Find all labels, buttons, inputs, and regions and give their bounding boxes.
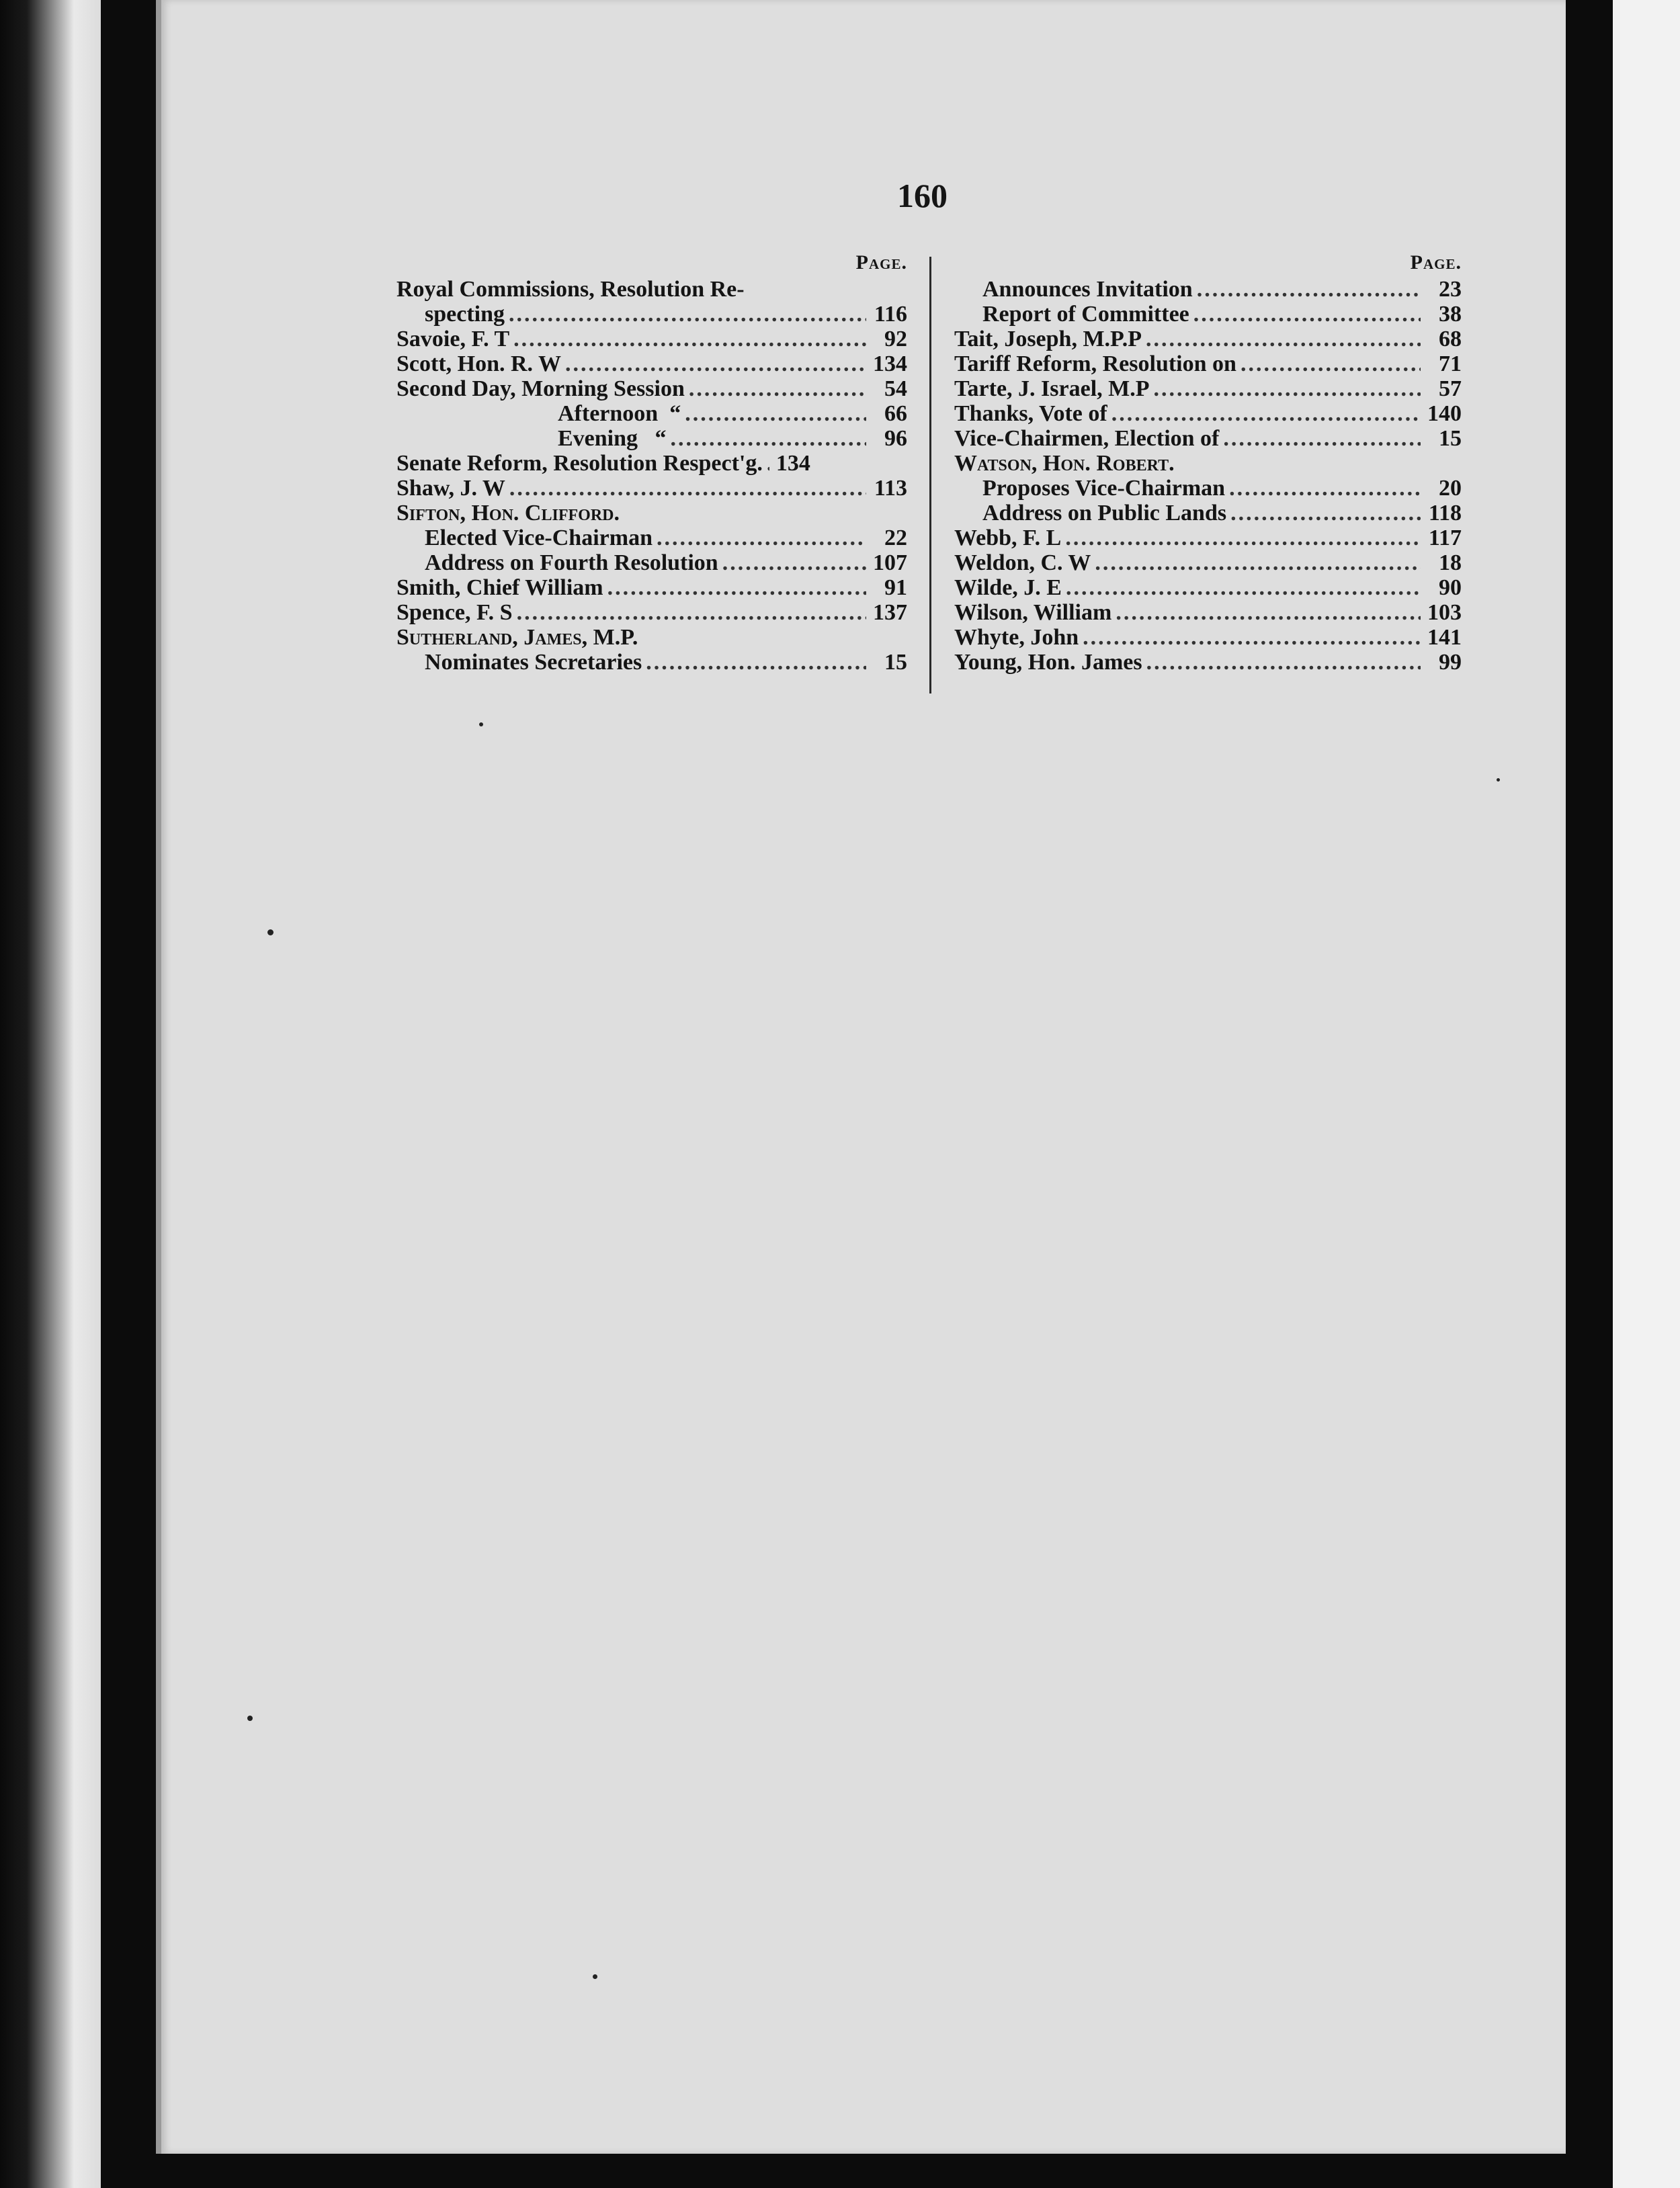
- entry-name: Shaw, J. W: [396, 476, 505, 501]
- entry-page: 92: [884, 327, 907, 351]
- leader-dots: [565, 351, 866, 376]
- leader-dots: [607, 575, 866, 600]
- entry-page: 140: [1427, 401, 1462, 426]
- leader-dots: [722, 550, 866, 575]
- leader-dots: [1065, 525, 1421, 550]
- leader-dots: [1116, 600, 1421, 625]
- index-entry: [396, 650, 907, 675]
- entry-name: Second Day, Morning Session: [396, 376, 685, 401]
- index-entry: [954, 302, 1462, 327]
- leader-dots: [1111, 401, 1421, 426]
- index-entry: [954, 476, 1462, 501]
- index-entry: [954, 351, 1462, 376]
- entry-page: 91: [884, 575, 907, 600]
- index-entry: [396, 476, 907, 501]
- index-entry: [396, 525, 907, 550]
- right-page-edge: [1613, 0, 1680, 2188]
- leader-dots: [1066, 575, 1421, 600]
- entry-page: 141: [1427, 625, 1462, 650]
- index-entry: [954, 600, 1462, 625]
- leader-dots: [767, 451, 769, 476]
- index-entry: [954, 575, 1462, 600]
- leader-dots: [1229, 476, 1421, 501]
- scan-speck: [479, 722, 483, 726]
- index-entry: [954, 277, 1462, 302]
- index-entry: [954, 327, 1462, 351]
- leader-dots: [1223, 426, 1421, 451]
- entry-page: 117: [1428, 525, 1462, 550]
- entry-name: Vice-Chairmen, Election of: [954, 426, 1220, 451]
- index-column-left: [396, 249, 907, 675]
- leader-dots: [509, 476, 866, 501]
- index-entry: [396, 351, 907, 376]
- entry-name: Wilde, J. E: [954, 575, 1062, 600]
- index-entry: [954, 550, 1462, 575]
- entry-name: Sutherland, James, M.P.: [396, 625, 638, 650]
- scan-speck: [593, 1974, 597, 1979]
- leader-dots: [517, 600, 866, 625]
- entry-page: 22: [884, 525, 907, 550]
- entry-page: 38: [1439, 302, 1462, 327]
- index-entry: [954, 426, 1462, 451]
- entry-name: Smith, Chief William: [396, 575, 603, 600]
- entry-name: Weldon, C. W: [954, 550, 1091, 575]
- index-entry: [954, 625, 1462, 650]
- entry-name: Senate Reform, Resolution Respect'g.: [396, 451, 763, 476]
- entry-page: 116: [874, 302, 907, 327]
- entry-page: 103: [1427, 600, 1462, 625]
- leader-dots: [1146, 650, 1421, 675]
- page-number: 160: [897, 177, 948, 214]
- entry-page: 57: [1439, 376, 1462, 401]
- entry-page: 107: [873, 550, 907, 575]
- entry-page: 23: [1439, 277, 1462, 302]
- entry-name: Watson, Hon. Robert.: [954, 451, 1175, 476]
- index-entry: [954, 525, 1462, 550]
- entry-name: Thanks, Vote of: [954, 401, 1107, 426]
- leader-dots: [1146, 327, 1421, 351]
- left-page-edge: [0, 0, 101, 2188]
- entry-name: Whyte, John: [954, 625, 1079, 650]
- entry-page: 71: [1439, 351, 1462, 376]
- entry-page: 54: [884, 376, 907, 401]
- leader-dots: [1197, 277, 1421, 302]
- entry-name: Proposes Vice-Chairman: [982, 476, 1226, 501]
- entry-page: 96: [884, 426, 907, 451]
- index-entry: [954, 501, 1462, 525]
- index-entry: [396, 426, 907, 451]
- page-column-header: Page.: [855, 251, 907, 274]
- index-column-right: [954, 249, 1462, 675]
- entry-name: Address on Fourth Resolution: [425, 550, 718, 575]
- index-entry: [396, 575, 907, 600]
- entry-name: Young, Hon. James: [954, 650, 1142, 675]
- entry-name: Elected Vice-Chairman: [425, 525, 653, 550]
- column-divider: [929, 257, 931, 693]
- leader-dots: [1193, 302, 1421, 327]
- entry-page: 15: [1439, 426, 1462, 451]
- scan-speck: [267, 929, 274, 935]
- index-entry: [396, 302, 907, 327]
- entry-page: 134: [775, 451, 810, 476]
- index-entry: [396, 625, 907, 650]
- entry-name: Tait, Joseph, M.P.P: [954, 327, 1142, 351]
- leader-dots: [1095, 550, 1421, 575]
- entry-name: Webb, F. L: [954, 525, 1062, 550]
- index-entry: [954, 451, 1462, 476]
- entry-page: 90: [1439, 575, 1462, 600]
- index-entry: [954, 376, 1462, 401]
- leader-dots: [671, 426, 866, 451]
- entry-name: Tarte, J. Israel, M.P: [954, 376, 1150, 401]
- index-entry: [396, 501, 907, 525]
- page-column-header: Page.: [1410, 251, 1462, 274]
- entry-page: 137: [873, 600, 907, 625]
- leader-dots: [657, 525, 866, 550]
- entry-name: Sifton, Hon. Clifford.: [396, 501, 620, 525]
- entry-name: Address on Public Lands: [982, 501, 1227, 525]
- index-entry: [396, 376, 907, 401]
- leader-dots: [509, 302, 866, 327]
- entry-name: Nominates Secretaries: [425, 650, 642, 675]
- entry-name: Report of Committee: [982, 302, 1189, 327]
- scan-speck: [247, 1716, 253, 1721]
- entry-name: Royal Commissions, Resolution Re-: [396, 277, 745, 302]
- leader-dots: [1083, 625, 1421, 650]
- entry-page: 68: [1439, 327, 1462, 351]
- entry-page: 20: [1439, 476, 1462, 501]
- leader-dots: [689, 376, 866, 401]
- index-entry: [396, 327, 907, 351]
- index-entry: [396, 600, 907, 625]
- leader-dots: [685, 401, 866, 426]
- entry-name: specting: [425, 302, 505, 327]
- entry-page: 99: [1439, 650, 1462, 675]
- entry-name: Scott, Hon. R. W: [396, 351, 561, 376]
- entry-page: 118: [1428, 501, 1462, 525]
- index-entry: [954, 401, 1462, 426]
- leader-dots: [646, 650, 866, 675]
- leader-dots: [513, 327, 866, 351]
- entry-name: Savoie, F. T: [396, 327, 510, 351]
- entry-page: 18: [1439, 550, 1462, 575]
- scan-speck: [1497, 778, 1500, 782]
- index-entry: [396, 401, 907, 426]
- entry-name: Spence, F. S: [396, 600, 513, 625]
- entry-name: Announces Invitation: [982, 277, 1193, 302]
- entry-name: Afternoon “: [558, 401, 681, 426]
- leader-dots: [1154, 376, 1421, 401]
- index-entry: [954, 650, 1462, 675]
- entry-name: Tariff Reform, Resolution on: [954, 351, 1236, 376]
- entry-page: 66: [884, 401, 907, 426]
- index-entry: [396, 451, 907, 476]
- entry-page: 15: [884, 650, 907, 675]
- entry-name: Wilson, William: [954, 600, 1112, 625]
- entry-page: 113: [874, 476, 907, 501]
- leader-dots: [1230, 501, 1421, 525]
- entry-page: 134: [873, 351, 907, 376]
- index-entry: [396, 550, 907, 575]
- leader-dots: [1241, 351, 1421, 376]
- index-entry: [396, 277, 907, 302]
- entry-name: Evening “: [558, 426, 667, 451]
